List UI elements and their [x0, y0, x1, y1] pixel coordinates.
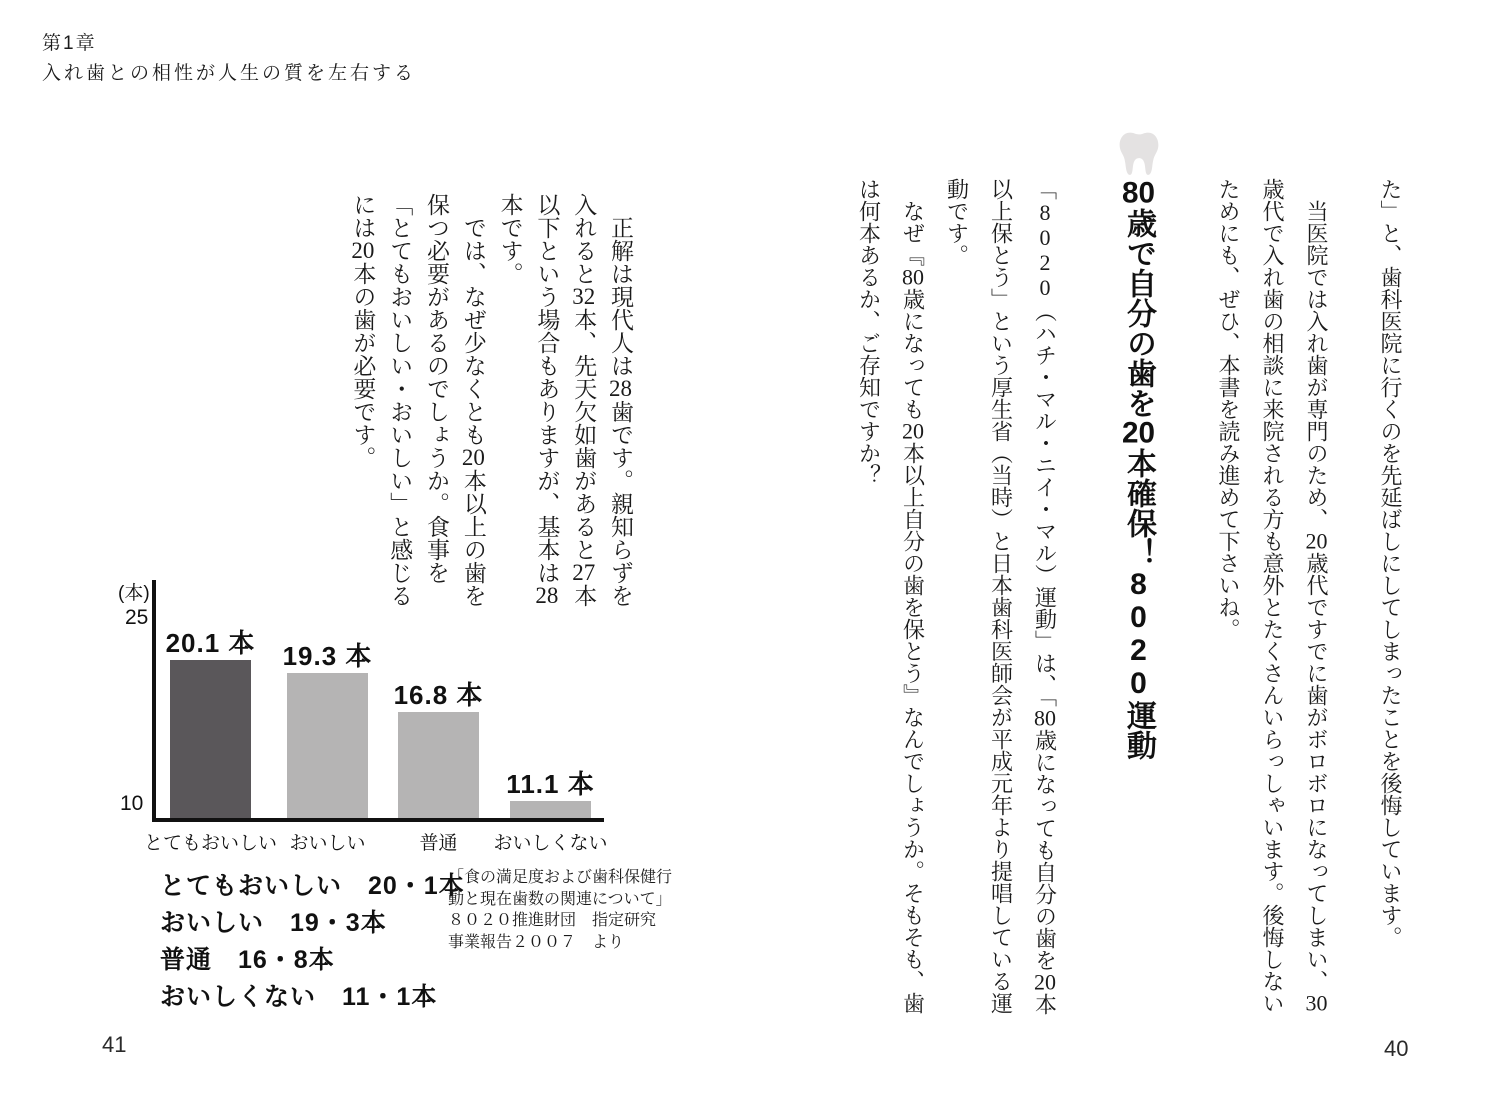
bar-category-label: おいしい	[289, 833, 366, 854]
paragraph: なぜ『80歳になっても20本以上自分の歯を保とう』なんでしょうか。そもそも、歯は何本あるか、ご存知ですか？	[856, 178, 926, 1014]
y-axis-unit-label: (本)	[118, 583, 150, 604]
bar-category-label: おいしくない	[493, 833, 608, 854]
chapter-number: 第1章	[42, 33, 97, 54]
left-page-body-text	[344, 193, 638, 611]
page-number-left: 41	[102, 1032, 127, 1057]
bars-area	[118, 570, 623, 885]
bar-value-label: 11.1 本	[506, 769, 595, 799]
summary-item: とてもおいしい 20・1本	[160, 872, 465, 900]
paragraph: 当医院では入れ歯が専門のため、20歳代ですでに歯がボロボロになってしまい、30歳代で入れ歯の相談に来院される方も意外とたくさんいらっしゃいます。後悔しないためにも、ぜひ、本書を読み進めて下さいね。	[1216, 178, 1329, 1014]
bar-category-label: 普通	[419, 833, 458, 854]
bar-category-label: とてもおいしい	[143, 833, 277, 854]
bar-value-label: 20.1 本	[165, 628, 256, 658]
paragraph: た」と、歯科医院に行くのを先延ばしにしてしまったことを後悔しています。	[1378, 178, 1403, 948]
tooth-icon	[1117, 129, 1161, 175]
citation-line: ８０２０推進財団 指定研究	[448, 912, 657, 929]
paragraph: では、なぜ少なくとも20本以上の歯を保つ必要があるのでしょうか。食事を「とてもおいしい・おいしい」と感じるには20本の歯が必要です。	[350, 193, 486, 607]
paragraph: 正解は現代人は28歯です。親知らずを入れると32本、先天欠如歯があると27本以下という場合もありますが、基本は28本です。	[497, 193, 633, 607]
bar-value-label: 16.8 本	[393, 680, 484, 710]
bar-value-label: 19.3 本	[282, 641, 373, 671]
citation-line: 事業報告２００７ より	[448, 933, 625, 951]
right-page-body-text	[847, 178, 1413, 1018]
section-heading: 80歳で自分の歯を20本確保！8020運動	[1122, 178, 1155, 760]
y-axis-tick-10: 10	[120, 792, 144, 815]
citation-line: 「食の満足度および歯科保健行	[448, 869, 673, 886]
summary-item: おいしくない 11・1本	[160, 983, 438, 1011]
chart-summary-list	[160, 868, 465, 1016]
page-number-right: 40	[1384, 1036, 1409, 1061]
bar	[510, 801, 591, 818]
y-axis-tick-25: 25	[125, 606, 149, 629]
summary-item: 普通 16・8本	[160, 946, 335, 974]
summary-item: おいしい 19・3本	[160, 909, 387, 937]
bar-chart	[118, 570, 623, 885]
chart-source-citation	[448, 867, 672, 953]
bar	[170, 660, 251, 818]
citation-line: 動と現在歯数の関連について」	[448, 890, 672, 908]
chapter-title: 入れ歯との相性が人生の質を左右する	[42, 63, 417, 84]
paragraph: 「8020（ハチ・マル・ニイ・マル）運動」は、「80歳になっても自分の歯を20本以上保とう」という厚生省（当時）と日本歯科医師会が平成元年より提唱している運動です。	[944, 178, 1058, 1015]
